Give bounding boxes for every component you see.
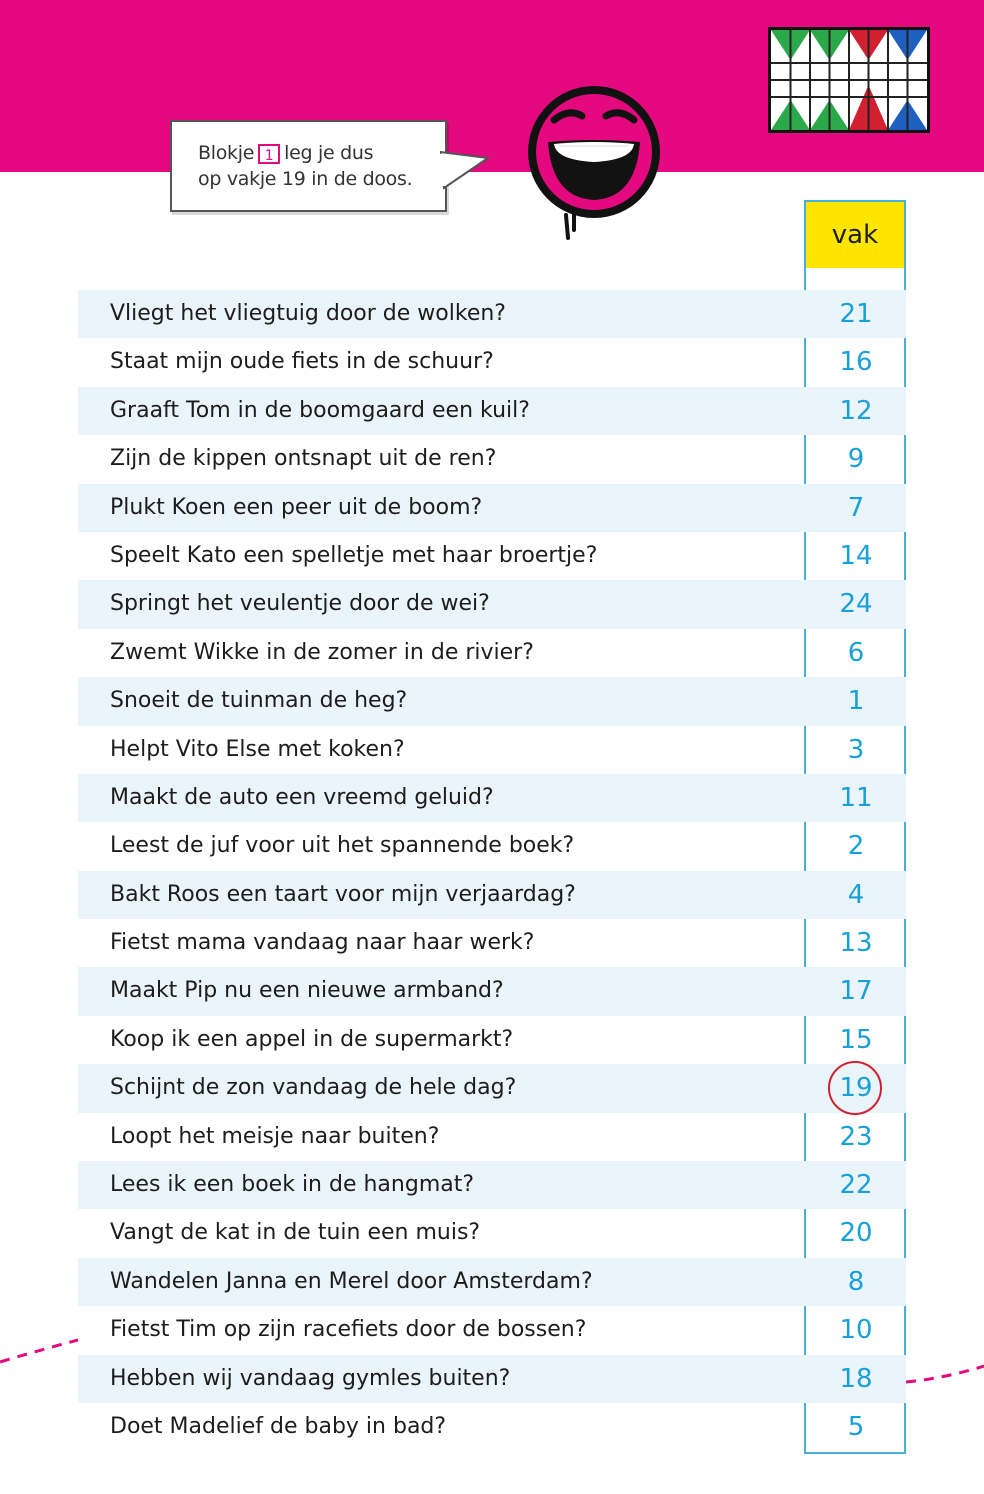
- question-text: Fietst mama vandaag naar haar werk?: [110, 930, 535, 956]
- vak-number: 18: [839, 1363, 873, 1394]
- question-text: Leest de juf voor uit het spannende boek?: [110, 833, 575, 859]
- vak-number: 21: [839, 299, 873, 329]
- table-row: [78, 629, 906, 677]
- dashed-path-left: [0, 1330, 90, 1370]
- laughing-face-icon: [524, 80, 664, 240]
- bubble-tail-icon: [440, 148, 490, 192]
- question-text: Zijn de kippen ontsnapt uit de ren?: [110, 446, 497, 472]
- table-row: [78, 1209, 906, 1257]
- table-row: [78, 1113, 906, 1161]
- question-text: Maakt de auto een vreemd geluid?: [110, 784, 494, 810]
- table-row: [78, 532, 906, 580]
- vak-number: 13: [839, 928, 873, 959]
- vak-number: 11: [839, 782, 873, 813]
- question-text: Springt het veulentje door de wei?: [110, 591, 490, 617]
- table-row: [78, 919, 906, 967]
- question-text: Loopt het meisje naar buiten?: [110, 1123, 440, 1149]
- question-text: Hebben wij vandaag gymles buiten?: [110, 1365, 511, 1391]
- vak-number: 23: [839, 1121, 873, 1152]
- table-row: [78, 1016, 906, 1064]
- question-text: Speelt Kato een spelletje met haar broertje?: [110, 542, 598, 568]
- answer-circle-icon: [828, 1061, 882, 1115]
- question-text: Wandelen Janna en Merel door Amsterdam?: [110, 1268, 593, 1294]
- vak-number: 20: [839, 1218, 873, 1249]
- question-text: Vangt de kat in de tuin een muis?: [110, 1220, 481, 1246]
- question-text: Schijnt de zon vandaag de hele dag?: [110, 1075, 517, 1101]
- vak-number: 3: [847, 734, 865, 765]
- vak-number: 17: [839, 976, 873, 1007]
- table-row: [78, 1403, 906, 1451]
- table-row: [78, 387, 906, 435]
- vak-number: 2: [847, 831, 865, 862]
- block-number-box: 1: [258, 144, 280, 164]
- vak-number: 4: [847, 879, 865, 910]
- question-text: Koop ik een appel in de supermarkt?: [110, 1026, 514, 1052]
- table-row: [78, 967, 906, 1015]
- question-text: Fietst Tim op zijn racefiets door de bossen?: [110, 1317, 587, 1343]
- vak-number: 14: [839, 540, 873, 571]
- vak-number: 8: [847, 1266, 865, 1297]
- vak-number: 24: [839, 589, 873, 620]
- vak-column-header: vak: [806, 202, 904, 268]
- question-text: Helpt Vito Else met koken?: [110, 736, 405, 762]
- question-text: Plukt Koen een peer uit de boom?: [110, 494, 483, 520]
- vak-number: 16: [839, 347, 873, 378]
- table-row: [78, 290, 906, 338]
- table-row: [78, 677, 906, 725]
- question-text: Snoeit de tuinman de heg?: [110, 688, 408, 714]
- bubble-text: [198, 140, 412, 192]
- question-text: Graaft Tom in de boomgaard een kuil?: [110, 397, 530, 423]
- table-row: [78, 1064, 906, 1112]
- table-row: [78, 774, 906, 822]
- dashed-path-right: [906, 1360, 984, 1390]
- table-row: [78, 1258, 906, 1306]
- question-text: Doet Madelief de baby in bad?: [110, 1413, 447, 1439]
- table-row: [78, 484, 906, 532]
- vak-number: 19: [839, 1073, 873, 1104]
- vak-number: 6: [847, 637, 865, 668]
- table-row: [78, 338, 906, 386]
- vak-number: 9: [847, 444, 865, 475]
- vak-number: 22: [839, 1170, 873, 1201]
- table-row: [78, 822, 906, 870]
- question-text: Lees ik een boek in de hangmat?: [110, 1172, 475, 1198]
- table-row: [78, 580, 906, 628]
- question-text: Zwemt Wikke in de zomer in de rivier?: [110, 639, 534, 665]
- question-text: Vliegt het vliegtuig door de wolken?: [110, 301, 506, 326]
- table-row: [78, 1161, 906, 1209]
- table-row: [78, 1355, 906, 1403]
- speech-bubble: [170, 120, 447, 212]
- question-text: Maakt Pip nu een nieuwe armband?: [110, 978, 504, 1004]
- vak-number: 10: [839, 1315, 873, 1346]
- table-row: [78, 726, 906, 774]
- vak-number: 7: [847, 492, 865, 523]
- bubble-line1-suffix: leg je dus: [284, 142, 374, 164]
- question-text: Bakt Roos een taart voor mijn verjaardag?: [110, 881, 576, 907]
- vak-number: 12: [839, 395, 873, 426]
- question-text: Staat mijn oude fiets in de schuur?: [110, 349, 494, 375]
- table-row: [78, 871, 906, 919]
- pattern-grid-logo-icon: [768, 27, 930, 133]
- vak-number: 15: [839, 1024, 873, 1055]
- table-row: [78, 435, 906, 483]
- bubble-line1-prefix: Blokje: [198, 142, 255, 164]
- table-row: [78, 1306, 906, 1354]
- vak-number: 5: [847, 1411, 865, 1442]
- bubble-line2: op vakje 19 in de doos.: [198, 168, 413, 190]
- vak-number: 1: [847, 686, 865, 717]
- question-table: [78, 290, 906, 1451]
